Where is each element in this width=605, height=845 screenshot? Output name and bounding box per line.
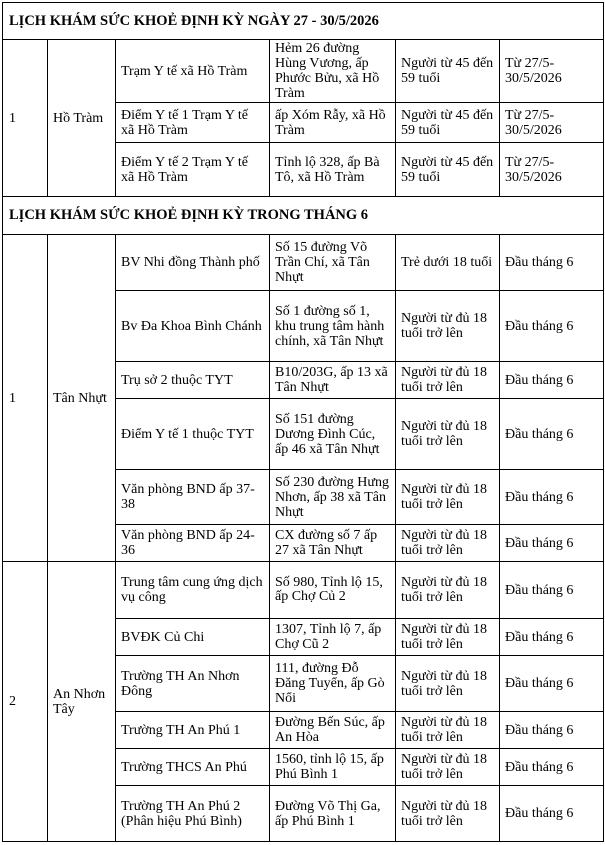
address-cell: ấp Xóm Rẫy, xã Hồ Tràm <box>270 103 396 143</box>
target-cell: Người từ đủ 18 tuổi trở lên <box>396 399 500 470</box>
stt-cell: 1 <box>3 40 48 197</box>
table-row <box>3 40 604 103</box>
target-cell: Người từ 45 đến 59 tuổi <box>396 103 500 143</box>
time-cell: Đầu tháng 6 <box>500 362 604 399</box>
address-cell: Số 15 đường Võ Trần Chí, xã Tân Nhựt <box>270 235 396 291</box>
section-title: LỊCH KHÁM SỨC KHOẺ ĐỊNH KỲ NGÀY 27 - 30/5/2026 <box>3 3 604 40</box>
place-cell: Điểm Y tế 1 Trạm Y tế xã Hồ Tràm <box>116 103 270 143</box>
place-cell: Văn phòng BND ấp 37-38 <box>116 470 270 525</box>
time-cell: Từ 27/5-30/5/2026 <box>500 103 604 143</box>
time-cell: Đầu tháng 6 <box>500 786 604 842</box>
section-header <box>3 3 604 40</box>
address-cell: Số 230 đường Hưng Nhơn, ấp 38 xã Tân Nhựt <box>270 470 396 525</box>
time-cell: Đầu tháng 6 <box>500 399 604 470</box>
address-cell: Đường Bến Súc, ấp An Hòa <box>270 712 396 749</box>
time-cell: Đầu tháng 6 <box>500 749 604 786</box>
address-cell: Tỉnh lộ 328, ấp Bà Tô, xã Hồ Tràm <box>270 143 396 197</box>
address-cell: Số 151 đường Dương Đình Cúc, ấp 46 xã Tân Nhựt <box>270 399 396 470</box>
time-cell: Đầu tháng 6 <box>500 525 604 562</box>
address-cell: 1307, Tỉnh lộ 7, ấp Chợ Cũ 2 <box>270 619 396 656</box>
commune-cell: Tân Nhựt <box>48 235 116 562</box>
place-cell: Trạm Y tế xã Hồ Tràm <box>116 40 270 103</box>
commune-cell: Hồ Tràm <box>48 40 116 197</box>
section-header <box>3 197 604 235</box>
target-cell: Người từ đủ 18 tuổi trở lên <box>396 786 500 842</box>
time-cell: Đầu tháng 6 <box>500 656 604 712</box>
place-cell: Trụ sở 2 thuộc TYT <box>116 362 270 399</box>
place-cell: Trung tâm cung ứng dịch vụ công <box>116 562 270 619</box>
time-cell: Từ 27/5-30/5/2026 <box>500 143 604 197</box>
table-row <box>3 235 604 291</box>
target-cell: Người từ đủ 18 tuổi trở lên <box>396 656 500 712</box>
address-cell: B10/203G, ấp 13 xã Tân Nhựt <box>270 362 396 399</box>
time-cell: Đầu tháng 6 <box>500 562 604 619</box>
target-cell: Người từ đủ 18 tuổi trở lên <box>396 525 500 562</box>
target-cell: Người từ đủ 18 tuổi trở lên <box>396 562 500 619</box>
address-cell: Số 980, Tỉnh lộ 15, ấp Chợ Củ 2 <box>270 562 396 619</box>
address-cell: 111, đường Đỗ Đăng Tuyển, ấp Gò Nổi <box>270 656 396 712</box>
time-cell: Đầu tháng 6 <box>500 619 604 656</box>
address-cell: Số 1 đường số 1, khu trung tâm hành chính, xã Tân Nhựt <box>270 291 396 362</box>
target-cell: Người từ đủ 18 tuổi trở lên <box>396 749 500 786</box>
target-cell: Người từ đủ 18 tuổi trở lên <box>396 291 500 362</box>
address-cell: CX đường số 7 ấp 27 xã Tân Nhựt <box>270 525 396 562</box>
target-cell: Người từ 45 đến 59 tuổi <box>396 40 500 103</box>
section-title: LỊCH KHÁM SỨC KHOẺ ĐỊNH KỲ TRONG THÁNG 6 <box>3 197 604 235</box>
time-cell: Đầu tháng 6 <box>500 470 604 525</box>
place-cell: BV Nhi đồng Thành phố <box>116 235 270 291</box>
target-cell: Người từ 45 đến 59 tuổi <box>396 143 500 197</box>
place-cell: Văn phòng BND ấp 24-36 <box>116 525 270 562</box>
place-cell: Trường TH An Nhơn Đông <box>116 656 270 712</box>
time-cell: Từ 27/5-30/5/2026 <box>500 40 604 103</box>
commune-cell: An Nhơn Tây <box>48 562 116 842</box>
table-row <box>3 562 604 619</box>
place-cell: Điểm Y tế 2 Trạm Y tế xã Hồ Tràm <box>116 143 270 197</box>
target-cell: Trẻ dưới 18 tuổi <box>396 235 500 291</box>
schedule-table <box>2 2 604 842</box>
place-cell: Trường TH An Phú 2 (Phân hiệu Phú Bình) <box>116 786 270 842</box>
address-cell: Hẻm 26 đường Hùng Vương, ấp Phước Bửu, xã Hồ Tràm <box>270 40 396 103</box>
time-cell: Đầu tháng 6 <box>500 291 604 362</box>
place-cell: Trường THCS An Phú <box>116 749 270 786</box>
place-cell: Trường TH An Phú 1 <box>116 712 270 749</box>
address-cell: Đường Võ Thị Ga, ấp Phú Bình 1 <box>270 786 396 842</box>
time-cell: Đầu tháng 6 <box>500 712 604 749</box>
target-cell: Người từ đủ 18 tuổi trở lên <box>396 470 500 525</box>
target-cell: Người từ đủ 18 tuổi trở lên <box>396 712 500 749</box>
place-cell: BVĐK Củ Chi <box>116 619 270 656</box>
place-cell: Điểm Y tế 1 thuộc TYT <box>116 399 270 470</box>
address-cell: 1560, tỉnh lộ 15, ấp Phú Bình 1 <box>270 749 396 786</box>
target-cell: Người từ đủ 18 tuổi trở lên <box>396 619 500 656</box>
time-cell: Đầu tháng 6 <box>500 235 604 291</box>
stt-cell: 1 <box>3 235 48 562</box>
place-cell: Bv Đa Khoa Bình Chánh <box>116 291 270 362</box>
target-cell: Người từ đủ 18 tuổi trở lên <box>396 362 500 399</box>
stt-cell: 2 <box>3 562 48 842</box>
